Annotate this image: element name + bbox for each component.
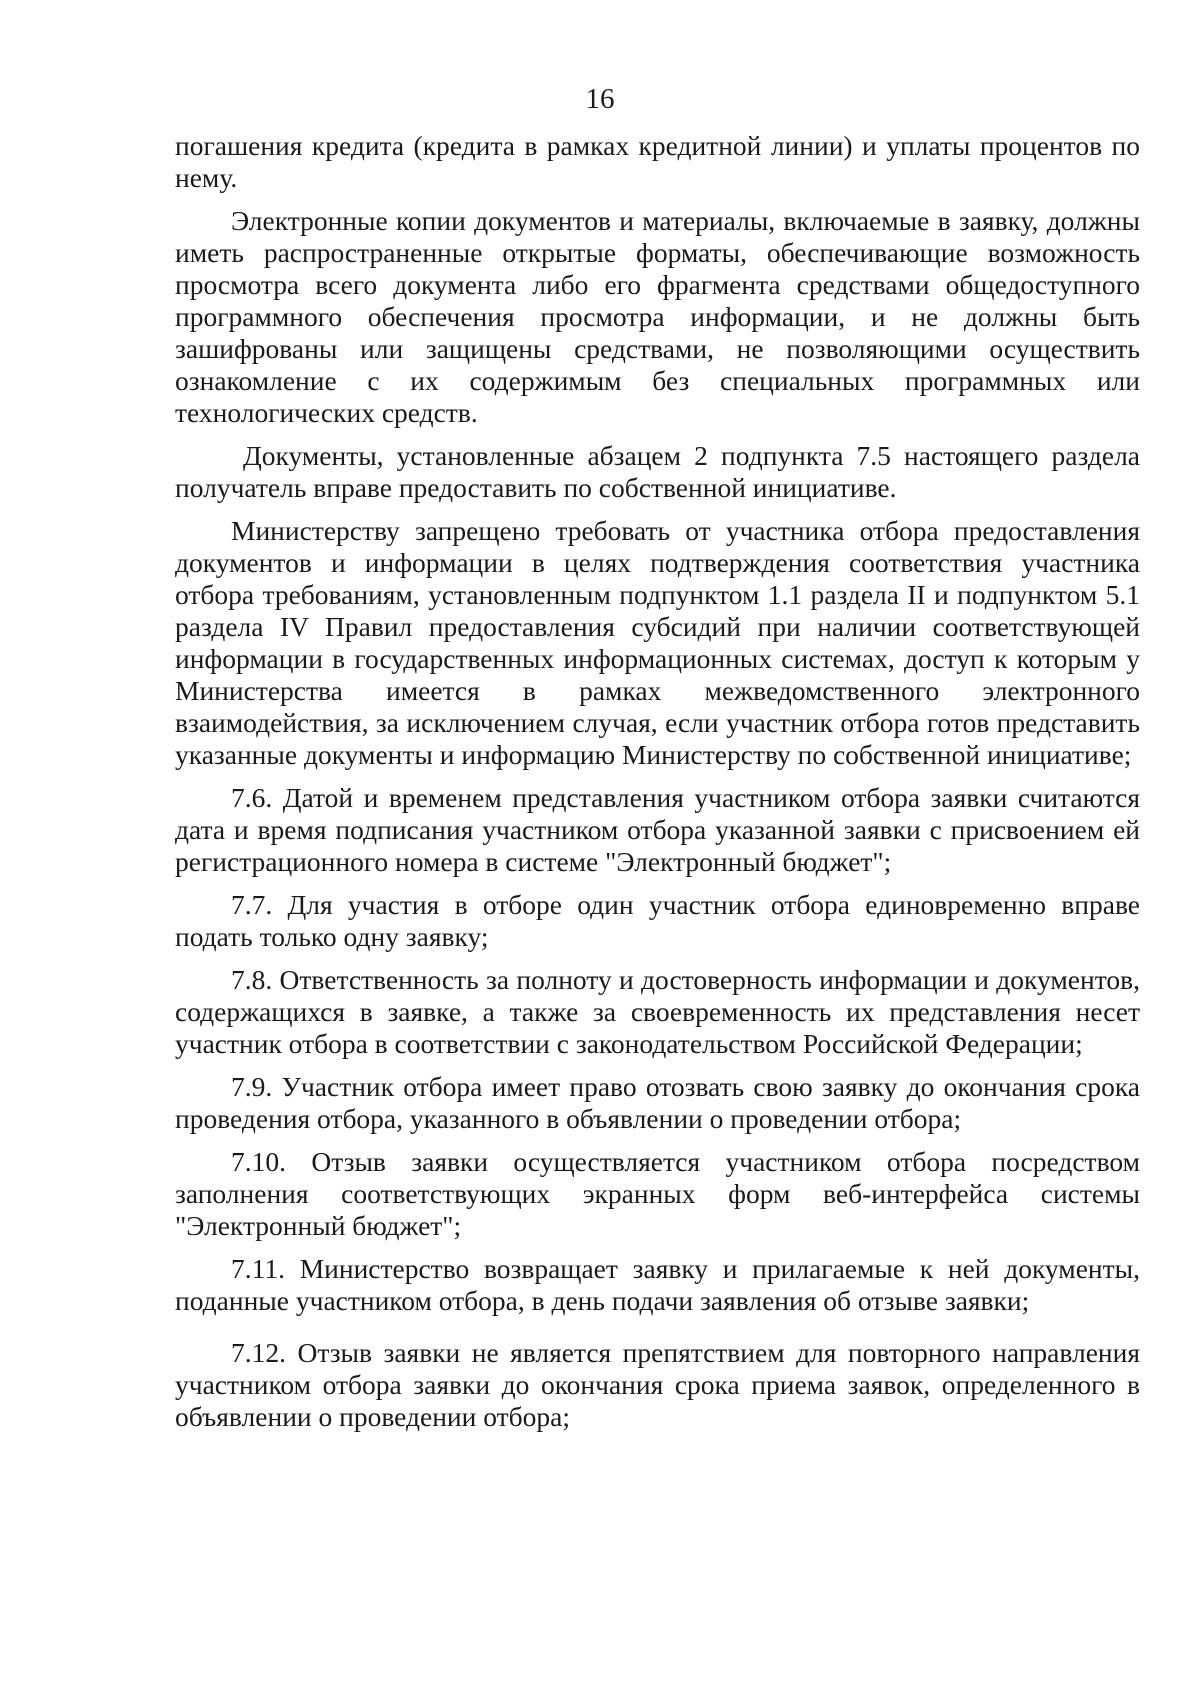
document-body [175,130,1140,1444]
paragraph-7-9: 7.9. Участник отбора имеет право отозвать свою заявку до окончания срока проведения отбора, указанного в объявлении о проведении отбора; [175,1071,1140,1134]
paragraph-7-6: 7.6. Датой и временем представления участником отбора заявки считаются дата и время подписания участником отбора указанной заявки с присвоением ей регистрационного номера в системе "Электронный бюджет"; [175,782,1140,877]
paragraph-7-8: 7.8. Ответственность за полноту и достоверность информации и документов, содержащихся в заявке, а также за своевременность их представления несет участник отбора в соответствии с законодательством Российской Федерации; [175,964,1140,1059]
page-number: 16 [585,83,615,115]
paragraph-7-12: 7.12. Отзыв заявки не является препятствием для повторного направления участником отбора заявки до окончания срока приема заявок, определенного в объявлении о проведении отбора; [175,1337,1140,1432]
paragraph-7-10: 7.10. Отзыв заявки осуществляется участником отбора посредством заполнения соответствующих экранных форм веб-интерфейса системы "Электронный бюджет"; [175,1146,1140,1241]
paragraph-7-7: 7.7. Для участия в отборе один участник отбора единовременно вправе подать только одну заявку; [175,889,1140,952]
paragraph-7-11: 7.11. Министерство возвращает заявку и прилагаемые к ней документы, поданные участником отбора, в день подачи заявления об отзыве заявки; [175,1253,1140,1316]
paragraph-documents-own-initiative: Документы, установленные абзацем 2 подпункта 7.5 настоящего раздела получатель вправе предоставить по собственной инициативе. [175,440,1140,503]
paragraph-ministry-prohibition: Министерству запрещено требовать от участника отбора предоставления документов и информации в целях подтверждения соответствия участника отбора требованиям, установленным подпунктом 1.1 раздела II и подпунктом 5.1 раздела IV Правил предоставления субсидий при наличии соответствующей информации в государственных информационных системах, доступ к которым у Министерства имеется в рамках межведомственного электронного взаимодействия, за исключением случая, если участник отбора готов представить указанные документы и информацию Министерству по собственной инициативе; [175,515,1140,770]
paragraph-electronic-copies: Электронные копии документов и материалы, включаемые в заявку, должны иметь распространенные открытые форматы, обеспечивающие возможность просмотра всего документа либо его фрагмента средствами общедоступного программного обеспечения просмотра информации, и не должны быть зашифрованы или защищены средствами, не позволяющими осуществить ознакомление с их содержимым без специальных программных или технологических средств. [175,205,1140,428]
paragraph-continuation: погашения кредита (кредита в рамках кредитной линии) и уплаты процентов по нему. [175,130,1140,193]
